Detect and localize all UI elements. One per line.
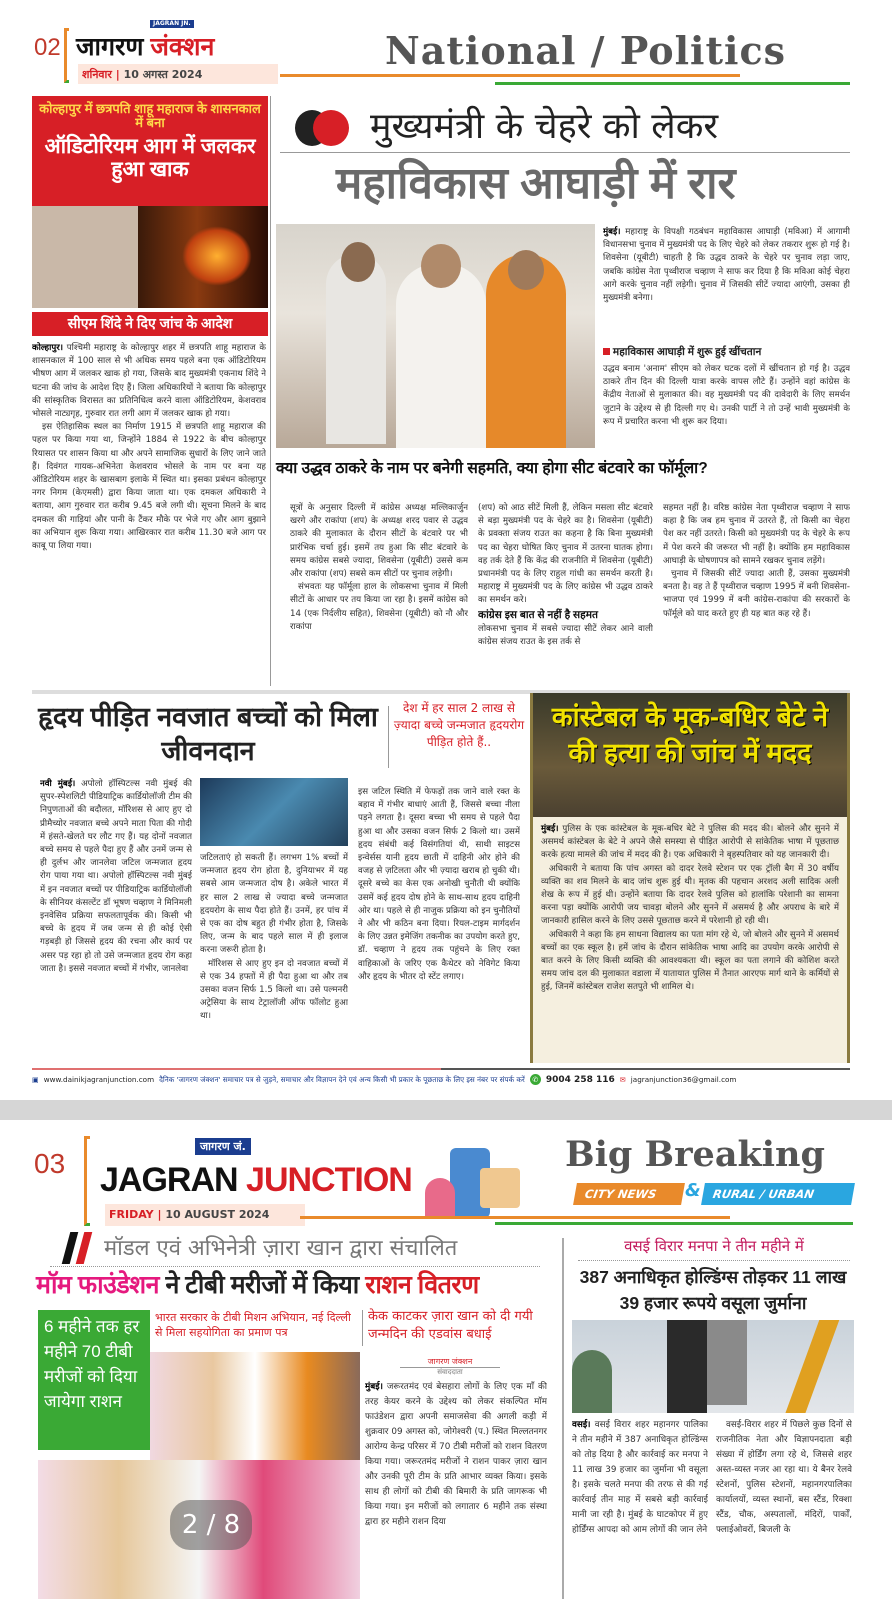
p2-headline-part-1: मॉम फाउंडेशन: [36, 1271, 160, 1299]
heart-col2-p1: जटिलताएं हो सकती हैं। लगभग 1% बच्चों में जन्मजात हृदय रोग होता है, दुनियाभर में यह सबसे आम जन्मजात दोष है। अकेले भारत में हर साल 2 लाख से ज्यादा बच्चे जन्मजात हृदयरोग के साथ पैदा होते हैं। उनमें, हर पांच में से एक का दोष बहुत ही गंभीर होता है, जिसके लिए, जन्म के बाद पहले साल में ही इलाज करना जरूरी होता है।: [200, 853, 348, 956]
main-dateline: मुंबई।: [603, 227, 621, 237]
section-title: National / Politics: [385, 28, 787, 73]
col2-p2: लोकसभा चुनाव में सबसे ज्यादा सीटें लेकर आने वाली कांग्रेस संजय राउत के इस तर्क से: [478, 624, 653, 648]
section-tags: [575, 1180, 853, 1205]
main-subheadline: क्या उद्धव ठाकरे के नाम पर बनेगी सहमति, क्या होगा सीट बंटवारे का फॉर्मूला?: [276, 460, 708, 477]
green-rule: [495, 82, 850, 85]
main-col-1: [290, 502, 468, 682]
hoarding-photo: [572, 1320, 854, 1413]
main-col-3: [663, 502, 850, 682]
headline-dots-icon: [295, 110, 355, 146]
byline: [400, 1356, 500, 1377]
heart-dateline: नवी मुंबई।: [40, 779, 76, 789]
surgery-photo: [200, 778, 348, 846]
col3-p1: सहमत नहीं है। वरिष्ठ कांग्रेस नेता पृथ्वीराज चव्हाण ने साफ कहा है कि जब हम चुनाव में उतरते हैं, तो किसी का चेहरा पेश कर नहीं उतरते। किसी को मुख्यमंत्री पद के चेहरे के रूप में पेश करने की जरूरत भी नहीं है। क्योंकि हम महाविकास आघाड़ी के घोषणापत्र को सामने रखकर चुनाव लड़ेंगे।: [663, 503, 850, 566]
p2-left-body: [365, 1380, 547, 1599]
left-dateline: कोल्हापुर।: [32, 343, 63, 353]
p2-right-headline: 387 अनाधिकृत होल्डिंग्स तोड़कर 11 लाख 39 हजार रूपये वसूला जुर्माना: [579, 1267, 847, 1313]
col1-p1: सूत्रों के अनुसार दिल्ली में कांग्रेस अध्यक्ष मल्लिकार्जुन खरगे और राकांपा (शप) के अध्यक्ष शरद पवार से उद्धव ठाकरे की मुलाकात के दौरान सीटों के बंटवारे पर भी प्रारंभिक चर्चा हुई। इसमें तय हुआ कि सीट बंटवारे के समय कांग्रेस सबसे ज्यादा, शिवसेना (यूबीटी) उससे कम और राकांपा (शप) सबसे कम सीटों पर चुनाव लड़ेगी।: [290, 503, 468, 580]
p2-right-dateline: वसई।: [572, 1420, 591, 1430]
mail-icon: ✉: [619, 1075, 626, 1084]
p2-right-col-1: [572, 1418, 708, 1599]
byline-text: संवाददाता: [437, 1368, 463, 1376]
main-subhead-1: [603, 347, 853, 359]
p2-right-col1-text: वसई विरार शहर महानगर पालिका ने तीन महीने में 387 अनाधिकृत होल्डिंग्स को तोड़ दिया है और कार्रवाई कर मनपा ने 11 लाख 39 हजार का जुर्माना भी वसूला है। इसके चलते मनपा की तरफ से की गई कार्रवाई तीन माह में सबसे बड़ी कार्रवाई मानी जा रही है। मुंबई के घाटकोपर में हुए होर्डिंग्स आपदा को आम लोगों की जान लेने: [572, 1420, 708, 1535]
left-headline: ऑडिटोरियम आग में जलकर हुआ खाक: [44, 134, 256, 181]
byline-logo: जागरण जंक्शन: [400, 1356, 500, 1368]
col2-p1: (शप) को आठ सीटें मिली हैं, लेकिन मसला सीट बंटवारे से बड़ा मुख्यमंत्री पद के चेहरे का है। शिवसेना (यूबीटी) के प्रवक्ता संजय राउत का कहना है कि बिना मुख्यमंत्री पद का चेहरा घोषित किए चुनाव में उतरना घातक होगा। वह तर्क देते हैं कि केंद्र की राजनीति में शिवसेना (यूबीटी) प्रधानमंत्री पद के लिए राहुल गांधी का समर्थन करती है। महाराष्ट्र में मुख्यमंत्री पद के लिए कांग्रेस भी उद्धव ठाकरे का समर्थन करे।: [478, 503, 653, 606]
page-number: 02: [34, 34, 61, 61]
constable-p2: अधिकारी ने बताया कि पांच अगस्त को दादर रेलवे स्टेशन पर एक ट्रॉली बैग में 30 वर्षीय व्यक्ति का शव मिलने के बाद जांच शुरू हुई थी। मृतक की पहचान अरशद अली सादिक अली शेख के रूप में हुई थी। उन्होंने बताया कि दादर रेलवे पुलिस को हालांकि परेशानी का सामना करना पड़ा क्योंकि आरोपी जय चावड़ा बोलने और सुनने में असमर्थ है और अपराध के बारे में जानकारी हासिल करने के लिए उससे पूछताछ करने में परेशानी हो रही थी।: [541, 863, 839, 927]
logo: [76, 34, 214, 62]
page-2: [0, 1120, 892, 1599]
left-body-2: इस ऐतिहासिक स्थल का निर्माण 1915 में छत्रपति शाहू महाराज की पहल पर किया गया था, जिन्होंने 1884 से 1922 के बीच कोल्हापुर रियासत पर शासन किया था और अपने सामाजिक सुधारों के लिए जाने जाते हैं। दिवंगत गायक-अभिनेता केशवराव भोसले के नाम पर बना यह ऑडिटोरियम शहर के खासबाग इलाके में स्थित था। इसका प्रबंधन कोल्हापुर नगर निगम (केएमसी) द्वारा किया जाता था। एक दमकल अधिकारी ने बताया, आग गुरुवार रात करीब 9.45 बजे लगी थी। सूचना मिलने के बाद दमकल की गाड़ियां और पानी के टैंकर मौके पर भेजे गए और आग बुझाने का अभियान शुरू किया गया। आखिरकार रात करीब 11.30 बजे आग पर काबू पा लिया गया।: [32, 422, 266, 552]
page-number-2: 03: [34, 1148, 66, 1179]
heart-col-3: इस जटिल स्थिति में फेफड़ों तक जाने वाले रक्त के बहाव में गंभीर बाधाएं आती हैं, जिससे बच्चा नीला पड़ने लगता है। दूसरा बच्चा भी समय से पहले पैदा हुआ था और उसका वजन सिर्फ 2 किलो था। उसमें हृदय संबंधी कई विसंगतियां थी, साथी साइटस इन्वेर्सस यानी हृदय छाती में दाहिनी ओर होने की वजह से ज़टिलता और भी ज़्यादा खराब हो चुकी थी। दूसरे बच्चे का केस एक अनोखी चुनौती थी क्योंकि उसमें कई हृदय दोष होने के साथ-साथ हृदय दाहिनी ओर था। पहले से ही नाजुक प्रक्रिया को इन चुनौतियों ने और भी कठिन बना दिया। रियल-टाइम मार्गदर्शन के लिए उन्नत इमेजिंग तकनीक का उपयोग करते हुए, डॉ. चव्हाण ने हृदय तक पहुंचने के लिए रक्त वाहिकाओं के जरिए एक कैथेटर को नेविगेट किया और हृदय के भीतर दो स्टेंट लगाए।: [358, 787, 520, 982]
constable-dateline: मुंबई।: [541, 824, 559, 834]
main-body-1: उद्धव बनाम 'अनाम' सीएम को लेकर घटक दलों में खींचतान हो गई है। उद्धव ठाकरे तीन दिन की दिल्ली यात्रा करके वापस लौटे हैं। उन्होंने वहां कांग्रेस के केंद्रीय नेताओं से मुलाकात की। वह मुख्यमंत्री पद की दावेदारी के लिए समर्थन जुटाने के उद्देश्य से ही दिल्ली गए थे। उनकी पार्टी ने तो उन्हें भावी मुख्यमंत्री के रूप में प्रचारित करना भी शुरू कर दिया।: [603, 364, 850, 427]
col3-p2: चुनाव में जिसकी सीटें ज्यादा आती हैं, उसका मुख्यमंत्री बनता है। वह ते हैं पृथ्वीराज चव्हाण 1995 में बनी शिवसेना-भाजपा एवं 1999 में बनी कांग्रेस-राकांपा की सरकारों के फॉर्मूले को याद करते हुए ही यह बात कह रहे हैं।: [663, 569, 850, 619]
constable-headline: कांस्टेबल के मूक-बधिर बेटे ने की हत्या की जांच में मदद: [551, 702, 829, 768]
p2-headline-part-2: ने टीबी मरीजों में किया: [165, 1271, 359, 1299]
footer-strip: [32, 1074, 862, 1085]
orange-rule: [280, 74, 740, 77]
footer-phone: 9004 258 116: [545, 1074, 615, 1085]
p2-headline-part-3: राशन वितरण: [365, 1271, 479, 1299]
logo-part-2: जंक्शन: [150, 33, 215, 61]
page-gap: [0, 1100, 892, 1120]
tag-ampersand: &: [685, 1180, 701, 1201]
left-caption: सीएम शिंदे ने दिए जांच के आदेश: [32, 312, 268, 336]
p2-sub-1: भारत सरकार के टीबी मिशन अभियान, नई दिल्ली से मिला सहयोगिता का प्रमाण पत्र: [155, 1311, 351, 1339]
dateline-bar: शनिवार | 10 अगस्त 2024: [78, 64, 278, 84]
masthead-bracket: [64, 28, 69, 83]
left-kicker: कोल्हापुर में छत्रपति शाहू महाराज के शासनकाल में बना: [39, 101, 261, 131]
heart-col-1: [40, 778, 192, 1062]
constable-box: [530, 693, 850, 1063]
heart-side-note: देश में हर साल 2 लाख से ज़्यादा बच्चे जन्मजात हृदयरोग पीड़ित होते हैं..: [393, 701, 525, 749]
logo-badge-2: जागरण जं.: [195, 1138, 251, 1155]
left-body-1: पश्चिमी महाराष्ट्र के कोल्हापुर शहर में छत्रपति शाहू महाराज के शासनकाल में 100 साल से भी अधिक समय पहले बना एक ऑडिटोरियम भीषण आग में जलकर खाक हो गया, जिसके बाद मुख्यमंत्री एकनाथ शिंदे ने घटना की जांच के आदेश दिए हैं। जिला अधिकारियों ने बताया कि कोल्हापुर की सांस्कृतिक विरासत का प्रतिनिधित्व करने वाला ऑडिटोरियम, केशवराव भोसले नाट्यगृह, गुरुवार रात लगी आग में जलकर खाक हो गया।: [32, 343, 266, 420]
tag-rural-urban: RURAL / URBAN: [701, 1183, 855, 1205]
slash-icon: [62, 1232, 98, 1264]
left-story-header: [32, 96, 268, 206]
day-2: FRIDAY: [109, 1208, 154, 1221]
constable-p1: पुलिस के एक कांस्टेबल के मूक-बधिर बेटे ने पुलिस की मदद की। बोलने और सुनने में असमर्थ कांस्टेबल के बेटे ने अपने जैसे समस्या से पीड़ित आरोपी से सांकेतिक भाषा में पूछताछ करके हत्या मामले की जांच में मदद की है। एक अधिकारी ने बृहस्पतिवार को यह जानकारी दी।: [541, 824, 839, 861]
logo-2: [100, 1162, 412, 1199]
main-intro: [603, 226, 850, 345]
main-headline-2: महाविकास आघाड़ी में रार: [336, 159, 736, 208]
p2-left-kicker: मॉडल एवं अभिनेत्री ज़ारा खान द्वारा संचालित: [104, 1236, 458, 1261]
heart-col1-text: अपोलो हॉस्पिटल्स नवी मुंबई की सुपर-स्पेशलिटी पीडियाट्रिक कार्डियोलॉजी टीम की निपुणताओं की बदौलत, मॉरिशस से आए हुए दो प्रीमैच्योर नवजात बच्चे अपने माता पिता की गोदी में हंसते-खेलते घर लौट गए हैं। यह दोनों नवजात बच्चे समय से पहले पैदा हुए हैं और उनमें जन्म से ही दुर्लभ और जानलेवा जटिल जन्मजात हृदय रोग पाया गया था। अपोलो हॉस्पिटल्स नवी मुंबई में इन नवजात बच्चों पर पीडियाट्रिक कार्डियोलॉजी के सीनियर कंसल्टेंट डॉ भूषण चव्हाण ने मिनिमली इनवेसिव प्रक्रिया सफलतापूर्वक की। किसी भी बच्चे के हृदय में जब जन्म से ही कोई ऐसी गड़बड़ी हो जिससे हृदय की रचना और कार्य पर असर पड़ रहा हो तो उसे जन्मजात हृदय रोग कहा जाता है। इससे नवजात बच्चों में गंभीर, जानलेवा: [40, 779, 192, 974]
heart-col-2: [200, 852, 348, 1062]
constable-body: [533, 817, 847, 1061]
page-indicator: 2 / 8: [170, 1500, 252, 1550]
date: 10 अगस्त 2024: [123, 68, 203, 81]
main-subhead-2: कांग्रेस इस बात से नहीं है सहमत: [478, 608, 598, 621]
date-2: 10 AUGUST 2024: [165, 1208, 270, 1221]
logo2-part-2: JUNCTION: [246, 1161, 412, 1199]
logo-part-1: जागरण: [76, 33, 144, 61]
p2-left-body-text: जरूरतमंद एवं बेसहारा लोगों के लिए एक माँ की तरह केयर करने के उद्देश्य को लेकर संकल्पित मॉम फाउंडेशन द्वारा अपनी समाजसेवा की अगली कड़ी में शुक्रवार 09 अगस्त को, जोगेश्वरी (प.) स्थित मिल्लतनगर आरोग्य केन्द्र परिसर में 70 टीबी मरीजों को राशन वितरण किया गया। जरूरतमंद मरीजों ने राशन पाकर ज़ारा खान और उनकी पूरी टीम के प्रति आभार व्यक्त किया। इसके साथ ही लोगों को टीबी की बिमारी के प्रति जागरूक भी किया गया। इन मरीजों को लगातार 6 महीने तक संस्था द्वारा हर महीने राशन दिया: [365, 1382, 547, 1527]
footer-email[interactable]: jagranjunction36@gmail.com: [630, 1075, 737, 1084]
tag-city-news: CITY NEWS: [573, 1183, 685, 1205]
constable-p3: अधिकारी ने कहा कि हम साधना विद्यालय का पता मांग रहे थे, जो बोलने और सुनने में असमर्थ बच्चों का एक स्कूल है। हमें जांच के दौरान सांकेतिक भाषा आदि का उपयोग करके आरोपी से बात करने के लिए किसी व्यक्ति की आवश्यकता थी। स्कूल का पता लगाने की कोशिश करते समय जांच दल की मुलाकात वडाला में यातायात पुलिस में तैनात आरएफ मार्ग थाने के कर्मियों से हुई, जिनमें कांस्टेबल राजेश सतपुते भी शामिल थे।: [541, 929, 839, 993]
section-title-2: Big Breaking: [565, 1134, 825, 1175]
footer-notice: दैनिक 'जागरण जंक्शन' समाचार पत्र से जुड़ने, समाचार और विज्ञापन देने एवं अन्य किसी भी प्रकार के पूछताछ के लिए इस नंबर पर संपर्क करें: [159, 1074, 525, 1084]
web-icon: ▣: [32, 1075, 39, 1084]
green-callout: 6 महीने तक हर महीने 70 टीबी मरीजों को दिया जायेगा राशन: [38, 1310, 150, 1450]
politicians-photo: [276, 224, 595, 448]
p2-sub-2: केक काटकर ज़ारा खान को दी गयी जन्मदिन की एडवांस बधाई: [368, 1309, 533, 1342]
logo-badge: JAGRAN JN.: [150, 20, 194, 28]
p2-right-col-2: वसई-विरार शहर में पिछले कुछ दिनों से राजनीतिक नेता और विज्ञापनदाता बड़ी संख्या में होर्डिंग लगा रहे थे, जिससे शहर अस्त-व्यस्त नजर आ रहा था। ये बैनर रेलवे स्टेशनों, पुलिस स्टेशनों, महानगरपालिका कार्यालयों, व्यस्त स्थानों, बस स्टैंड, रिक्शा स्टैंड, चौक, अस्पतालों, मंदिरों, पार्कों, फ्लाईओवरों, बिजली के: [716, 1420, 852, 1535]
fire-photo: [32, 206, 268, 308]
p2-left-dateline: मुंबई।: [365, 1382, 383, 1392]
main-headline-1: मुख्यमंत्री के चेहरे को लेकर: [370, 106, 719, 147]
heart-col2-p2: मॉरिशस से आए हुए इन दो नवजात बच्चों में से एक 34 हफ्तों में ही पैदा हुआ था और तब उसका वजन सिर्फ 1.5 किलो था। उसे पल्मनरी अट्रेसिया के साथ टेट्रालॉजी ऑफ फॉलोट हुआ था।: [200, 958, 348, 1022]
main-col-2: [478, 502, 653, 682]
news-illustration: [420, 1128, 560, 1218]
left-story-body: [32, 342, 266, 682]
day: शनिवार: [82, 68, 112, 81]
dateline-bar-2: FRIDAY | 10 AUGUST 2024: [105, 1204, 305, 1226]
col1-p2: संभवतः यह फॉर्मूला हाल के लोकसभा चुनाव में मिली सीटों के आधार पर तय किया जा रहा है। इसमें कांग्रेस को 14 (एक निर्दलीय सहित), शिवसेना (यूबीटी) को नौ और राकांपा: [290, 582, 468, 632]
whatsapp-icon: ✆: [530, 1074, 541, 1085]
subhead-1-text: महाविकास आघाड़ी में शुरू हुई खींचतान: [612, 346, 762, 358]
constable-photo-header: [533, 693, 847, 817]
p2-right-kicker: वसई विरार मनपा ने तीन महीने में: [578, 1236, 850, 1261]
heart-headline: हृदय पीड़ित नवजात बच्चों को मिला जीवनदान: [38, 702, 378, 766]
logo2-part-1: JAGRAN: [100, 1161, 238, 1199]
ration-photo-1: [150, 1352, 360, 1460]
main-intro-text: महाराष्ट्र के विपक्षी गठबंधन महाविकास आघाड़ी (मविआ) में आगामी विधानसभा चुनाव में मुख्यमंत्री पद के लिए चेहरे को लेकर तकरार शुरू हो गई है। शिवसेना (यूबीटी) चाहती है कि उद्धव ठाकरे के चेहरे पर चुनाव लड़ा जाए, जबकि कांग्रेस नेता पृथ्वीराज चव्हाण ने साफ कर दिया है कि मविआ कोई चेहरा आगे करके चुनाव नहीं लड़ेगी। चुनाव में जिसकी सीटें ज्यादा आएंगी, उसका ही मुख्यमंत्री बनेगा।: [603, 227, 850, 304]
footer-website[interactable]: www.dainikjagranjunction.com: [43, 1075, 155, 1084]
p2-left-headline: [36, 1272, 479, 1300]
